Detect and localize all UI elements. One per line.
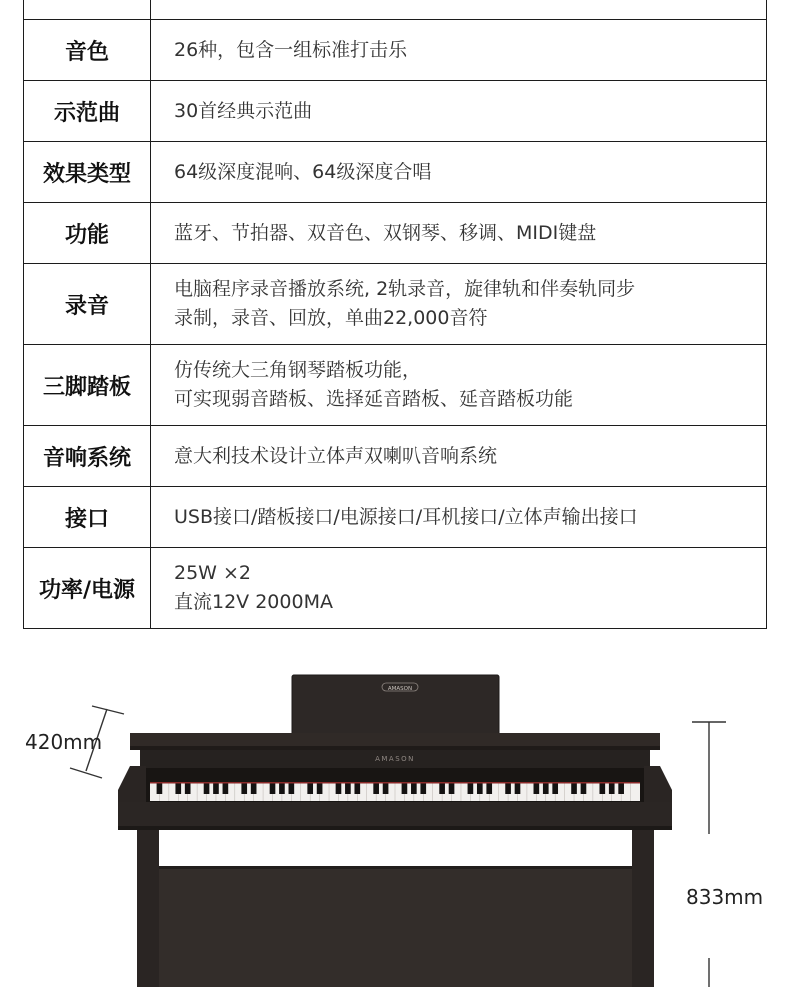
black-key: [279, 783, 285, 794]
black-key: [204, 783, 210, 794]
black-key: [354, 783, 360, 794]
black-key: [270, 783, 276, 794]
black-key: [505, 783, 511, 794]
spec-key: 功率/电源: [24, 548, 151, 629]
spec-line: 蓝牙、节拍器、双音色、双钢琴、移调、MIDI键盘: [174, 221, 597, 244]
black-key: [618, 783, 624, 794]
height-label: 833mm: [686, 885, 764, 909]
lid-edge: [130, 746, 660, 750]
spec-line: 直流12V 2000MA: [174, 591, 333, 613]
black-key: [185, 783, 191, 794]
spec-line: 26种，包含一组标准打击乐: [174, 38, 408, 61]
front-board: [159, 866, 632, 987]
spec-key: 三脚踏板: [24, 345, 151, 426]
spec-line: 电脑程序录音播放系统, 2轨录音，旋律轨和伴奏轨同步: [174, 278, 636, 300]
black-key: [336, 783, 342, 794]
black-key: [449, 783, 455, 794]
spec-key: 录音: [24, 264, 151, 345]
black-key: [420, 783, 426, 794]
spec-line: USB接口/踏板接口/电源接口/耳机接口/立体声输出接口: [174, 505, 638, 528]
black-key: [468, 783, 474, 794]
black-key: [486, 783, 492, 794]
depth-label: 420mm: [25, 730, 103, 754]
key-slip: [118, 802, 672, 830]
black-key: [345, 783, 351, 794]
black-key: [251, 783, 257, 794]
spec-line: 64级深度混响、64级深度合唱: [174, 160, 432, 183]
front-board-edge: [159, 866, 632, 869]
black-key: [543, 783, 549, 794]
spec-line: 25W ×2: [174, 562, 252, 584]
black-key: [223, 783, 229, 794]
black-key: [402, 783, 408, 794]
black-key: [411, 783, 417, 794]
height-dimension-line: [692, 722, 726, 987]
spec-line: 仿传统大三角钢琴踏板功能，: [174, 359, 422, 381]
piano-lid: [130, 733, 660, 748]
right-leg: [632, 830, 654, 987]
spec-key: 音色: [24, 20, 151, 81]
spec-key: 功能: [24, 203, 151, 264]
black-key: [599, 783, 605, 794]
black-key: [571, 783, 577, 794]
black-key: [581, 783, 587, 794]
black-key: [534, 783, 540, 794]
black-key: [213, 783, 219, 794]
left-leg: [137, 830, 159, 987]
spec-key: 示范曲: [24, 81, 151, 142]
black-key: [307, 783, 313, 794]
black-key: [317, 783, 323, 794]
red-felt: [150, 782, 640, 784]
black-key: [609, 783, 615, 794]
black-key: [552, 783, 558, 794]
black-key: [373, 783, 379, 794]
spec-line: 意大利技术设计立体声双喇叭音响系统: [174, 444, 498, 467]
spec-key: 效果类型: [24, 142, 151, 203]
black-key: [439, 783, 445, 794]
black-key: [383, 783, 389, 794]
black-key: [515, 783, 521, 794]
black-key: [157, 783, 163, 794]
black-key: [289, 783, 295, 794]
spec-line: 可实现弱音踏板、选择延音踏板、延音踏板功能: [174, 388, 574, 410]
black-key: [241, 783, 247, 794]
fallboard-logo: AMASON: [375, 755, 415, 763]
spec-key: 接口: [24, 487, 151, 548]
spec-line: 30首经典示范曲: [174, 99, 313, 122]
black-key: [477, 783, 483, 794]
key-slip-edge: [118, 826, 672, 830]
black-key: [175, 783, 181, 794]
spec-line: 录制，录音、回放，单曲22,000音符: [174, 307, 488, 329]
spec-key: 音响系统: [24, 426, 151, 487]
music-rest-logo: AMASON: [387, 686, 413, 692]
